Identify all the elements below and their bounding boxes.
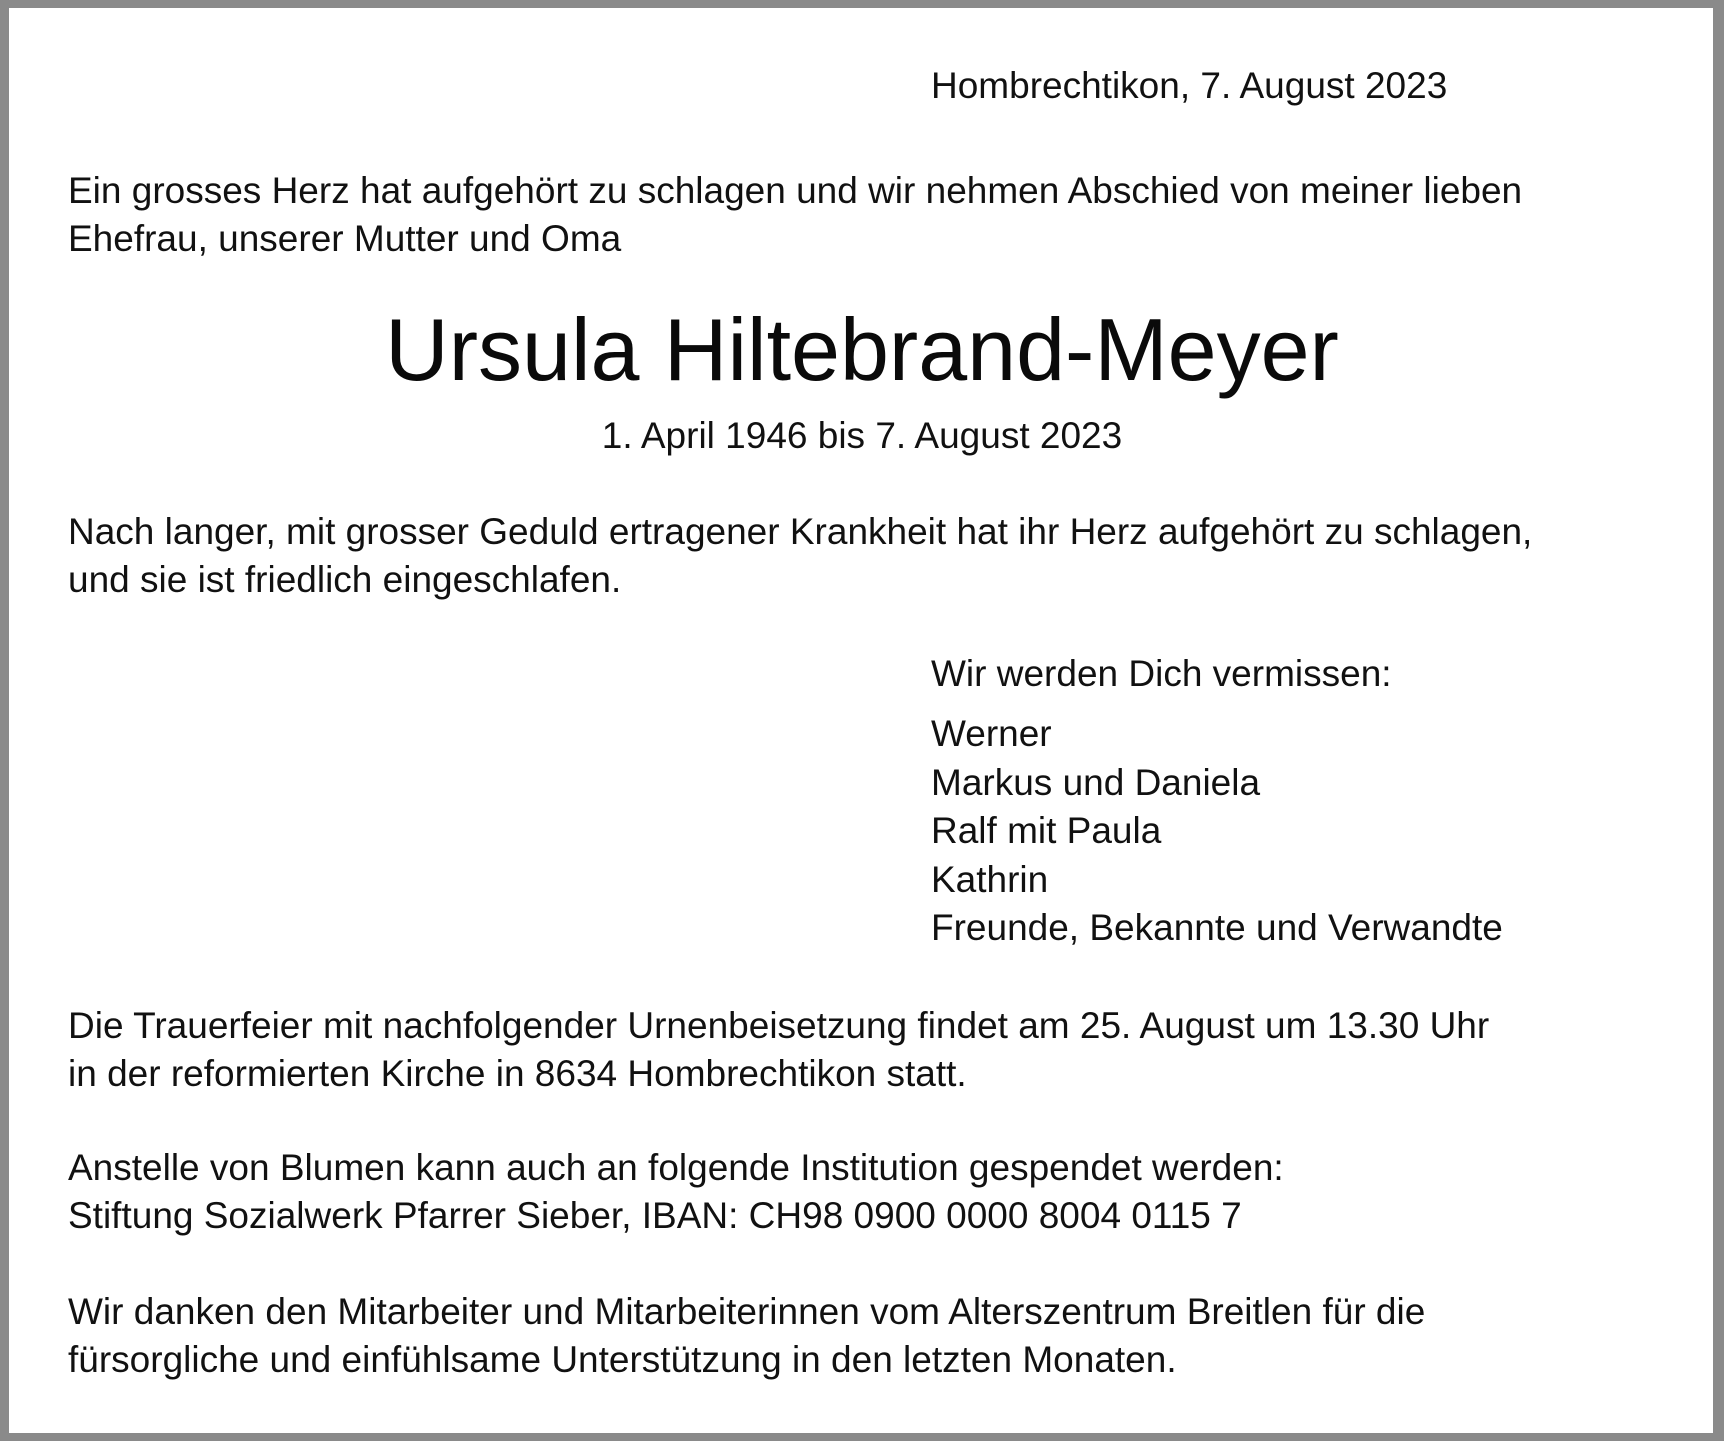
thanks-line-2: fürsorgliche und einfühlsame Unterstützung in den letzten Monaten. (68, 1339, 1177, 1380)
illness-line-1: Nach langer, mit grosser Geduld ertragener Krankheit hat ihr Herz aufgehört zu schlagen, (68, 511, 1533, 552)
place-date: Hombrechtikon, 7. August 2023 (931, 65, 1448, 106)
deceased-name: Ursula Hiltebrand-Meyer (385, 300, 1339, 399)
mourner-name: Ralf mit Paula (931, 810, 1162, 851)
donation-iban-line: Stiftung Sozialwerk Pfarrer Sieber, IBAN: CH98 0900 0000 8004 0115 7 (68, 1195, 1242, 1236)
donation-line-1: Anstelle von Blumen kann auch an folgende Institution gespendet werden: (68, 1147, 1284, 1188)
life-dates: 1. April 1946 bis 7. August 2023 (601, 415, 1123, 456)
mourners-heading: Wir werden Dich vermissen: (931, 653, 1392, 694)
mourner-name: Freunde, Bekannte und Verwandte (931, 907, 1503, 948)
mourners-list (931, 710, 1503, 953)
ceremony-line-1: Die Trauerfeier mit nachfolgender Urnenbeisetzung findet am 25. August um 13.30 Uhr (68, 1005, 1490, 1046)
intro-line-2: Ehefrau, unserer Mutter und Oma (68, 218, 622, 259)
illness-line-2: und sie ist friedlich eingeschlafen. (68, 559, 622, 600)
mourner-name: Kathrin (931, 858, 1049, 900)
ceremony-line-2: in der reformierten Kirche in 8634 Hombrechtikon statt. (68, 1053, 967, 1094)
mourner-name: Markus und Daniela (931, 761, 1261, 803)
thanks-line-1: Wir danken den Mitarbeiter und Mitarbeiterinnen vom Alterszentrum Breitlen für die (68, 1291, 1426, 1332)
intro-line-1: Ein grosses Herz hat aufgehört zu schlagen und wir nehmen Abschied von meiner lieben (68, 170, 1523, 211)
mourner-name: Werner (931, 713, 1052, 754)
